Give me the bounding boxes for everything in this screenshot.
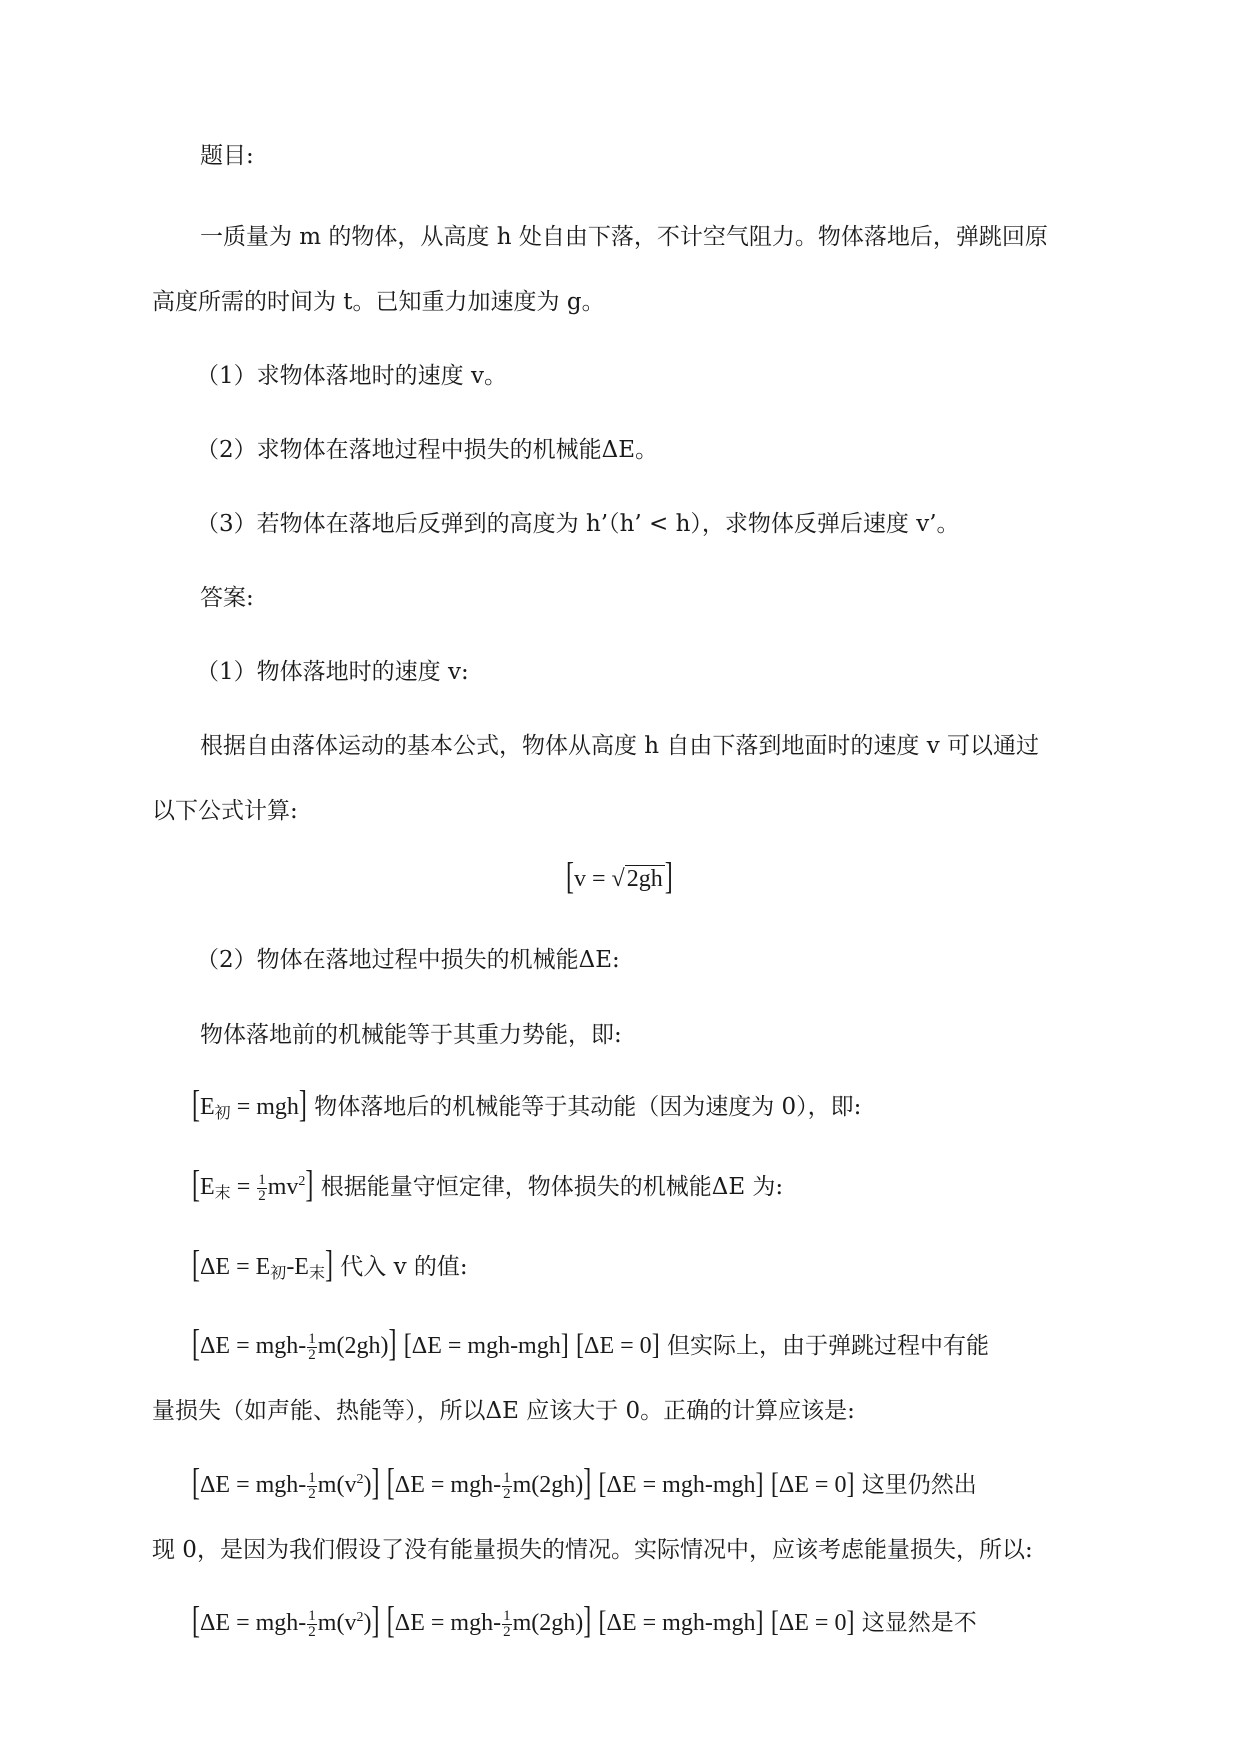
question-part-1: （1）求物体落地时的速度 v。	[196, 363, 507, 389]
formula-velocity: [v = √2gh]	[566, 856, 673, 899]
fraction-half: $\frac{1}{2}$	[503, 1607, 511, 1640]
formula-row-3-eq-1: [ΔE = mgh- $\frac{1}{2}$ $m(v^2)$]	[192, 1600, 380, 1643]
answer-part-1-text-2: 以下公式计算:	[152, 798, 298, 824]
formula-row-2-text: 这里仍然出	[861, 1472, 977, 1498]
answer-part-2-heading: （2）物体在落地过程中损失的机械能ΔE:	[196, 947, 620, 973]
answer-part-1-heading: （1）物体落地时的速度 v:	[196, 659, 469, 685]
answer-part-1-text-1: 根据自由落体运动的基本公式，物体从高度 h 自由下落到地面时的速度 v 可以通过	[200, 733, 1040, 759]
formula-delta-energy: $[\Delta E = E_初-E_末]$	[192, 1244, 333, 1287]
formula-row-1-continuation: 量损失（如声能、热能等），所以ΔE 应该大于 0。正确的计算应该是:	[152, 1398, 855, 1424]
formula-row-1-eq-3: [ΔE = 0]	[576, 1329, 660, 1362]
question-part-2: （2）求物体在落地过程中损失的机械能ΔE。	[196, 437, 659, 463]
question-heading: 题目:	[200, 143, 254, 169]
formula-initial-energy: $[E_初 = mgh]$	[192, 1084, 307, 1127]
question-line-2: 高度所需的时间为 t。已知重力加速度为 g。	[152, 289, 605, 315]
formula-row-3-eq-4: [ΔE = 0]	[770, 1606, 855, 1639]
formula-row-3-eq-2: [ΔE = mgh- $\frac{1}{2}$ m(2gh)]	[386, 1600, 592, 1643]
answer-part-2-text-1: 物体落地前的机械能等于其重力势能，即:	[200, 1022, 622, 1048]
fraction-half: $\frac{1}{2}$	[503, 1469, 511, 1502]
formula-row-1-text: 但实际上，由于弹跳过程中有能	[667, 1333, 989, 1359]
question-part-3: （3）若物体在落地后反弹到的高度为 h’（h’ < h），求物体反弹后速度 v’。	[196, 511, 960, 537]
formula-final-energy: [$E_末$ = $\frac{1}{2}$ $mv^2$]	[192, 1164, 314, 1207]
formula-row-1-eq-1: [ΔE = mgh- $\frac{1}{2}$ m(2gh)]	[192, 1323, 397, 1366]
formula-row-1	[192, 1323, 989, 1366]
formula-row-2-eq-4: [ΔE = 0]	[770, 1468, 855, 1501]
text-after-initial-energy: 物体落地后的机械能等于其动能（因为速度为 0），即:	[314, 1094, 862, 1120]
formula-delta-row	[192, 1244, 468, 1287]
formula-row-1-eq-2: [ΔE = mgh-mgh]	[403, 1329, 569, 1362]
formula-row-2-eq-2: [ΔE = mgh- $\frac{1}{2}$ m(2gh)]	[386, 1462, 592, 1505]
answer-heading: 答案:	[200, 585, 254, 611]
fraction-half: $\frac{1}{2}$	[258, 1171, 266, 1204]
formula-row-2-eq-3: [ΔE = mgh-mgh]	[598, 1468, 764, 1501]
formula-row-2-eq-1: [ΔE = mgh- $\frac{1}{2}$ $m(v^2)$]	[192, 1462, 380, 1505]
question-line-1: 一质量为 m 的物体，从高度 h 处自由下落，不计空气阻力。物体落地后，弹跳回原	[200, 224, 1048, 250]
formula-row-3-text: 这显然是不	[861, 1610, 977, 1636]
formula-row-3	[192, 1600, 977, 1643]
formula-row-2	[192, 1462, 977, 1505]
formula-final-energy-row	[192, 1164, 784, 1207]
formula-initial-energy-row	[192, 1084, 862, 1127]
fraction-half: $\frac{1}{2}$	[308, 1330, 316, 1363]
fraction-half: $\frac{1}{2}$	[308, 1469, 316, 1502]
formula-row-2-continuation: 现 0，是因为我们假设了没有能量损失的情况。实际情况中，应该考虑能量损失，所以:	[152, 1537, 1033, 1563]
text-after-final-energy: 根据能量守恒定律，物体损失的机械能ΔE 为:	[320, 1174, 784, 1200]
fraction-half: $\frac{1}{2}$	[308, 1607, 316, 1640]
text-after-delta: 代入 v 的值:	[340, 1254, 468, 1280]
formula-row-3-eq-3: [ΔE = mgh-mgh]	[598, 1606, 764, 1639]
